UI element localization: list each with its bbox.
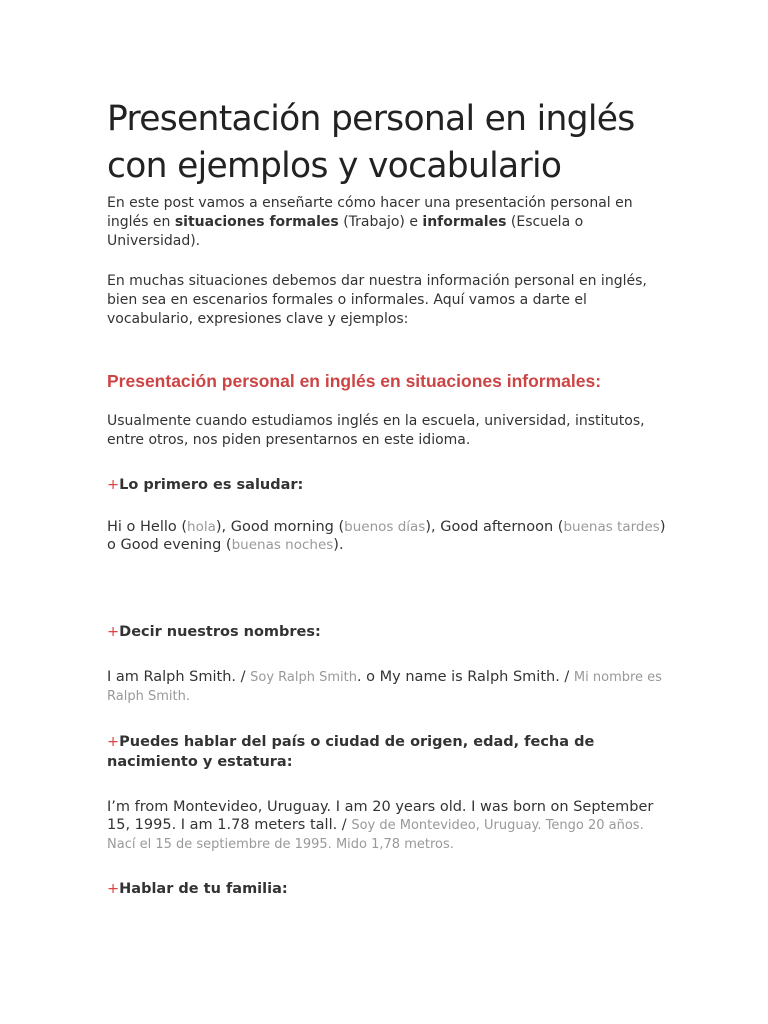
example-text: Hi o Hello ( — [107, 519, 188, 535]
example-text: ). — [333, 537, 344, 553]
step-heading-names — [107, 622, 667, 642]
example-text: ), Good afternoon ( — [425, 519, 564, 535]
step-heading-origin — [107, 732, 667, 772]
intro-text-a: En este post vamos a enseñarte cómo hacer una presentación personal en inglés en — [107, 195, 633, 230]
translation-text: buenas noches — [231, 537, 334, 553]
intro-bold-formal: situaciones formales — [174, 214, 339, 230]
intro-paragraph-2: En muchas situaciones debemos dar nuestra información personal en inglés, bien sea en escenarios formales o informales. Aquí vamos a darte el vocabulario, expresiones clave y ejemplos: — [107, 273, 647, 327]
plus-icon: + — [107, 734, 120, 750]
example-names — [107, 668, 667, 706]
step-heading-text: Hablar de tu familia: — [119, 881, 288, 897]
example-text: . o My name is Ralph Smith. / — [356, 669, 574, 685]
step-heading-family — [107, 879, 667, 899]
intro-text-c: (Trabajo) e — [338, 214, 423, 230]
translation-text: Soy Ralph Smith — [250, 670, 357, 685]
section-intro: Usualmente cuando estudiamos inglés en la escuela, universidad, institutos, entre otros, nos piden presentarnos en este idioma. — [107, 413, 645, 448]
step-heading-text: Puedes hablar del país o ciudad de origen, edad, fecha de nacimiento y estatura: — [107, 734, 595, 770]
intro-text-e: (Escuela o Universidad). — [107, 214, 584, 249]
example-greetings — [107, 518, 667, 554]
example-text: I’m from Montevideo, Uruguay. I am 20 years old. I was born on September 15, 1995. I am 1.78 meters tall. / — [107, 799, 654, 833]
page-title: Presentación personal en inglés con ejemplos y vocabulario — [107, 99, 635, 186]
section-heading: Presentación personal en inglés en situaciones informales: — [107, 371, 602, 391]
example-text: ), Good morning ( — [215, 519, 345, 535]
translation-text: Soy de Montevideo, Uruguay. Tengo 20 años. Nací el 15 de septiembre de 1995. Mido 1,78 metros. — [107, 818, 644, 852]
step-heading-greet — [107, 475, 667, 495]
example-text: I am Ralph Smith. / — [107, 669, 251, 685]
intro-bold-informal: informales — [422, 214, 507, 230]
step-heading-text: Lo primero es saludar: — [119, 477, 304, 493]
example-origin — [107, 798, 667, 854]
plus-icon: + — [107, 624, 120, 640]
translation-text: buenas tardes — [563, 519, 660, 535]
translation-text: hola — [187, 519, 216, 535]
step-heading-text: Decir nuestros nombres: — [119, 624, 321, 640]
document-page — [107, 96, 667, 899]
translation-text: Mi nombre es Ralph Smith. — [107, 670, 662, 704]
plus-icon: + — [107, 477, 120, 493]
translation-text: buenos días — [344, 519, 426, 535]
intro-paragraph — [107, 194, 667, 251]
plus-icon: + — [107, 881, 120, 897]
example-text: ) o Good evening ( — [107, 519, 666, 553]
